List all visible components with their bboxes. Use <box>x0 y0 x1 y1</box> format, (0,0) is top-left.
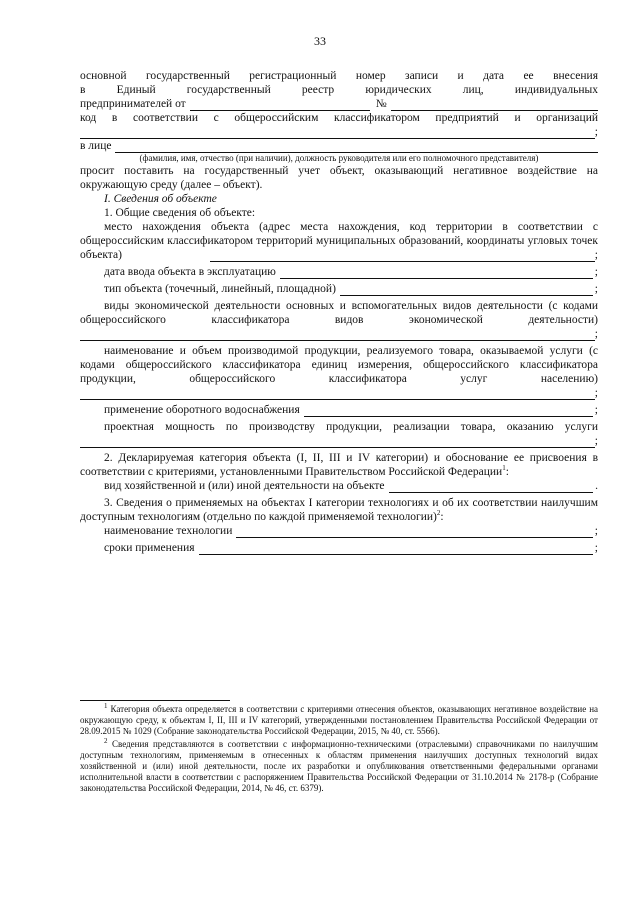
commission-date-label: дата ввода объекта в эксплуатацию <box>104 266 276 278</box>
okpo-line: код в соответствии с общероссийским классификатором предприятий и организаций <box>80 112 598 124</box>
activity-text: виды экономической деятельности основных и вспомогательных видов деятельности (с кодами общероссийского классификатора видов экономической деятельности) <box>80 300 598 326</box>
page-number: 33 <box>314 34 326 48</box>
capacity-field-line <box>80 434 598 448</box>
capacity-field[interactable] <box>80 436 595 448</box>
location-field[interactable] <box>210 250 595 262</box>
application-terms-label: сроки применения <box>104 542 195 554</box>
object-type-semicolon: ; <box>594 283 598 295</box>
application-terms-line <box>80 541 598 555</box>
commission-date-semicolon: ; <box>594 266 598 278</box>
footnote-2 <box>80 739 598 794</box>
footnote-1-mark: 1 <box>104 702 108 710</box>
activity-semicolon: ; <box>594 328 598 340</box>
footnote-2-text: Сведения представляются в соответствии с информационно-техническими (отраслевыми) справочниками по наилучшим доступным технологиям, применяемым в отнесенных к областям применения наилучших доступных технологий видах хозяйственной и (или) иной деятельности, после их разработки и опубликования ответственными федеральными органами исполнительной власти в соответствии с распоряжением Правительства Российской Федерации от 31.10.2014 № 2178-р (Собрание законодательства Российской Федерации, 2014, № 46, ст. 6379). <box>80 739 598 793</box>
application-terms-semicolon: ; <box>594 542 598 554</box>
footnote-separator <box>80 700 230 701</box>
registration-date-line <box>80 97 598 111</box>
water-field[interactable] <box>304 405 593 417</box>
technology-name-semicolon: ; <box>594 525 598 537</box>
technology-name-line <box>80 524 598 538</box>
registration-date-field[interactable] <box>190 99 370 111</box>
ogrn-line: основной государственный регистрационный номер записи и дата ее внесения <box>80 70 598 82</box>
object-type-line <box>80 282 598 296</box>
activity-field[interactable] <box>80 329 595 341</box>
category-title: 2. Декларируемая категория объекта (I, II, III и IV категории) и обоснование ее присвоения в соответствии с критериями, установленными Правительством Российской Федерации <box>80 452 598 478</box>
category-colon: : <box>505 466 509 478</box>
water-label: применение оборотного водоснабжения <box>104 404 300 416</box>
location-field-line <box>210 248 598 262</box>
representative-field[interactable] <box>115 141 598 153</box>
products-field[interactable] <box>80 388 595 400</box>
products-field-line <box>80 386 598 400</box>
category-text <box>80 451 598 479</box>
footnote-ref-1: 1 <box>502 464 506 473</box>
location-semicolon: ; <box>594 249 598 261</box>
okpo-semicolon: ; <box>594 126 598 138</box>
technologies-text <box>80 496 598 524</box>
application-terms-field[interactable] <box>199 543 593 555</box>
representative-caption: (фамилия, имя, отчество (при наличии), должность руководителя или его полномочного представителя) <box>139 153 539 163</box>
technology-name-label: наименование технологии <box>104 525 233 537</box>
activity-field-line <box>80 327 598 341</box>
commission-date-line <box>80 265 598 279</box>
water-semicolon: ; <box>594 404 598 416</box>
footnote-1 <box>80 704 598 737</box>
registry-line: в Единый государственный реестр юридических лиц, индивидуальных <box>80 84 598 96</box>
form-body <box>80 69 598 555</box>
commission-date-field[interactable] <box>280 267 593 279</box>
request-text: просит поставить на государственный учет объект, оказывающий негативное воздействие на окружающую среду (далее – объект). <box>80 165 598 191</box>
technologies-colon: : <box>440 511 444 523</box>
capacity-semicolon: ; <box>594 435 598 447</box>
economic-activity-field[interactable] <box>389 481 594 493</box>
general-info-title: 1. Общие сведения об объекте: <box>104 207 256 219</box>
economic-activity-line <box>80 479 598 493</box>
representative-line <box>80 139 598 153</box>
okpo-field[interactable] <box>80 127 595 139</box>
footnote-2-mark: 2 <box>104 737 108 745</box>
economic-activity-period: . <box>595 480 598 492</box>
object-type-label: тип объекта (точечный, линейный, площадной) <box>104 283 336 295</box>
footnote-1-text: Категория объекта определяется в соответствии с критериями отнесения объектов, оказывающих негативное воздействие на окружающую среду, к объектам I, II, III и IV категорий, утвержденными постановлением Правительства Российской Федерации от 28.09.2015 № 1029 (Собрание законодательства Российской Федерации, 2015, № 40, ст. 5566). <box>80 704 599 736</box>
technology-name-field[interactable] <box>236 526 592 538</box>
products-semicolon: ; <box>594 387 598 399</box>
footnotes <box>80 704 598 796</box>
section-title: I. Сведения об объекте <box>104 193 217 205</box>
representative-label: в лице <box>80 140 112 152</box>
economic-activity-label: вид хозяйственной и (или) иной деятельности на объекте <box>104 480 385 492</box>
products-text: наименование и объем производимой продукции, реализуемого товара, оказываемой услуги (с кодами общероссийского классификатора единиц измерения, общероссийского классификатора продукции, общероссийского классификатора услуг населению) <box>80 345 598 385</box>
registration-date-label: предпринимателей от <box>80 98 186 110</box>
object-type-field[interactable] <box>340 284 593 296</box>
technologies-title: 3. Сведения о применяемых на объектах I категории технологиях и об их соответствии наилучшим доступным технологиям (отдельно по каждой применяемой технологии) <box>80 497 598 523</box>
footnote-ref-2: 2 <box>436 509 441 518</box>
capacity-text: проектная мощность по производству продукции, реализации товара, оказанию услуги <box>104 421 598 433</box>
registration-number-field[interactable] <box>391 99 598 111</box>
okpo-field-line <box>80 125 598 139</box>
number-sign: № <box>375 98 387 110</box>
water-line <box>80 403 598 417</box>
location-text: место нахождения объекта (адрес места нахождения, код территории в соответствии с общероссийским классификатором территорий муниципальных образований, координаты угловых точек объекта) <box>80 221 598 261</box>
